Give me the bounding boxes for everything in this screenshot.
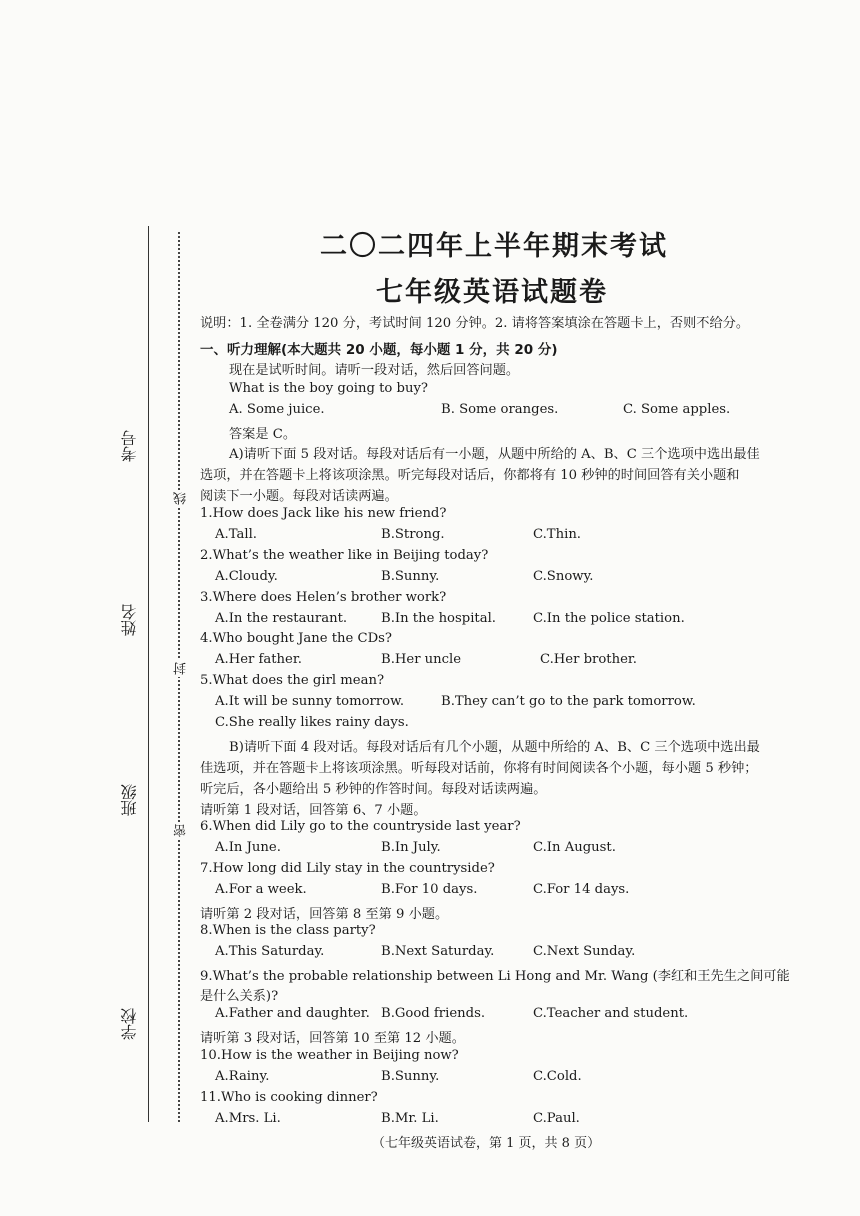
seal-char-xian: 线: [174, 492, 189, 505]
dialogue-1-instruction: 请听第 1 段对话，回答第 6、7 小题。: [200, 803, 427, 818]
q4-option-b: B.Her uncle: [381, 652, 462, 667]
q8-option-b: B.Next Saturday.: [381, 944, 495, 959]
label-exam-number: 考号: [120, 430, 139, 462]
seal-char-feng: 封: [174, 662, 189, 675]
question-7: 7.How long did Lily stay in the countryside?: [200, 861, 495, 876]
question-11: 11.Who is cooking dinner?: [200, 1090, 378, 1105]
part-b-instructions-1: B)请听下面 4 段对话。每段对话后有几个小题，从题中所给的 A、B、C 三个选项中选出最: [229, 740, 760, 755]
q5-option-c: C.She really likes rainy days.: [215, 715, 409, 730]
q11-option-b: B.Mr. Li.: [381, 1111, 439, 1126]
q11-option-c: C.Paul.: [533, 1111, 580, 1126]
q9-option-b: B.Good friends.: [381, 1006, 486, 1021]
q10-option-a: A.Rainy.: [215, 1069, 270, 1084]
q1-option-c: C.Thin.: [533, 527, 582, 542]
q6-option-b: B.In July.: [381, 840, 441, 855]
question-2: 2.What’s the weather like in Beijing today?: [200, 548, 489, 563]
question-9-continued: 是什么关系)?: [200, 989, 279, 1004]
q2-option-b: B.Sunny.: [381, 569, 440, 584]
part-a-instructions-3: 阅读下一小题。每段对话读两遍。: [200, 489, 398, 504]
label-class: 班级: [120, 784, 139, 816]
q10-option-b: B.Sunny.: [381, 1069, 440, 1084]
question-9: 9.What’s the probable relationship between Li Hong and Mr. Wang (李红和王先生之间可能: [200, 969, 790, 984]
q3-option-a: A.In the restaurant.: [215, 611, 348, 626]
dotted-seal-line: [178, 232, 180, 1122]
q4-option-c: C.Her brother.: [540, 652, 637, 667]
question-4: 4.Who bought Jane the CDs?: [200, 631, 392, 646]
q3-option-c: C.In the police station.: [533, 611, 685, 626]
q7-option-c: C.For 14 days.: [533, 882, 630, 897]
example-option-b: B. Some oranges.: [441, 402, 559, 417]
part-a-instructions-2: 选项，并在答题卡上将该项涂黑。听完每段对话后，你都将有 10 秒钟的时间回答有关小题和: [200, 468, 740, 483]
q8-option-c: C.Next Sunday.: [533, 944, 636, 959]
label-school: 学校: [120, 1008, 139, 1040]
question-5: 5.What does the girl mean?: [200, 673, 385, 688]
q10-option-c: C.Cold.: [533, 1069, 582, 1084]
q4-option-a: A.Her father.: [215, 652, 302, 667]
page-footer: （七年级英语试卷，第 1 页，共 8 页）: [372, 1136, 601, 1151]
q2-option-a: A.Cloudy.: [215, 569, 278, 584]
part-a-instructions-1: A)请听下面 5 段对话。每段对话后有一小题，从题中所给的 A、B、C 三个选项中选出最佳: [229, 447, 760, 462]
dialogue-2-instruction: 请听第 2 段对话，回答第 8 至第 9 小题。: [200, 907, 449, 922]
q9-option-a: A.Father and daughter.: [215, 1006, 370, 1021]
seal-char-mi: 密: [174, 824, 189, 837]
part-b-instructions-3: 听完后，各小题给出 5 秒钟的作答时间。每段对话读两遍。: [200, 782, 547, 797]
q11-option-a: A.Mrs. Li.: [215, 1111, 281, 1126]
section-heading-listening: 一、听力理解(本大题共 20 小题，每小题 1 分，共 20 分): [200, 342, 558, 358]
example-intro: 现在是试听时间。请听一段对话，然后回答问题。: [229, 363, 520, 378]
q1-option-b: B.Strong.: [381, 527, 445, 542]
binding-line: [148, 226, 149, 1122]
example-answer: 答案是 C。: [229, 427, 297, 442]
label-name: 姓名: [120, 604, 139, 636]
question-1: 1.How does Jack like his new friend?: [200, 506, 447, 521]
q6-option-a: A.In June.: [215, 840, 281, 855]
q8-option-a: A.This Saturday.: [215, 944, 325, 959]
q3-option-b: B.In the hospital.: [381, 611, 496, 626]
instructions: 说明：1. 全卷满分 120 分，考试时间 120 分钟。2. 请将答案填涂在答题卡上，否则不给分。: [200, 316, 750, 331]
q6-option-c: C.In August.: [533, 840, 616, 855]
part-b-instructions-2: 佳选项，并在答题卡上将该项涂黑。听每段对话前，你将有时间阅读各个小题，每小题 5 秒钟；: [200, 761, 758, 776]
question-10: 10.How is the weather in Beijing now?: [200, 1048, 459, 1063]
q5-option-b: B.They can’t go to the park tomorrow.: [441, 694, 696, 709]
q7-option-a: A.For a week.: [215, 882, 307, 897]
q9-option-c: C.Teacher and student.: [533, 1006, 689, 1021]
dialogue-3-instruction: 请听第 3 段对话，回答第 10 至第 12 小题。: [200, 1031, 465, 1046]
q5-option-a: A.It will be sunny tomorrow.: [215, 694, 405, 709]
question-8: 8.When is the class party?: [200, 923, 376, 938]
q1-option-a: A.Tall.: [215, 527, 257, 542]
q2-option-c: C.Snowy.: [533, 569, 594, 584]
question-6: 6.When did Lily go to the countryside last year?: [200, 819, 521, 834]
example-question: What is the boy going to buy?: [229, 381, 429, 396]
exam-subtitle: 七年级英语试题卷: [376, 277, 608, 308]
example-option-a: A. Some juice.: [229, 402, 325, 417]
q7-option-b: B.For 10 days.: [381, 882, 478, 897]
exam-title: 二〇二四年上半年期末考试: [320, 231, 668, 262]
example-option-c: C. Some apples.: [623, 402, 731, 417]
question-3: 3.Where does Helen’s brother work?: [200, 590, 447, 605]
